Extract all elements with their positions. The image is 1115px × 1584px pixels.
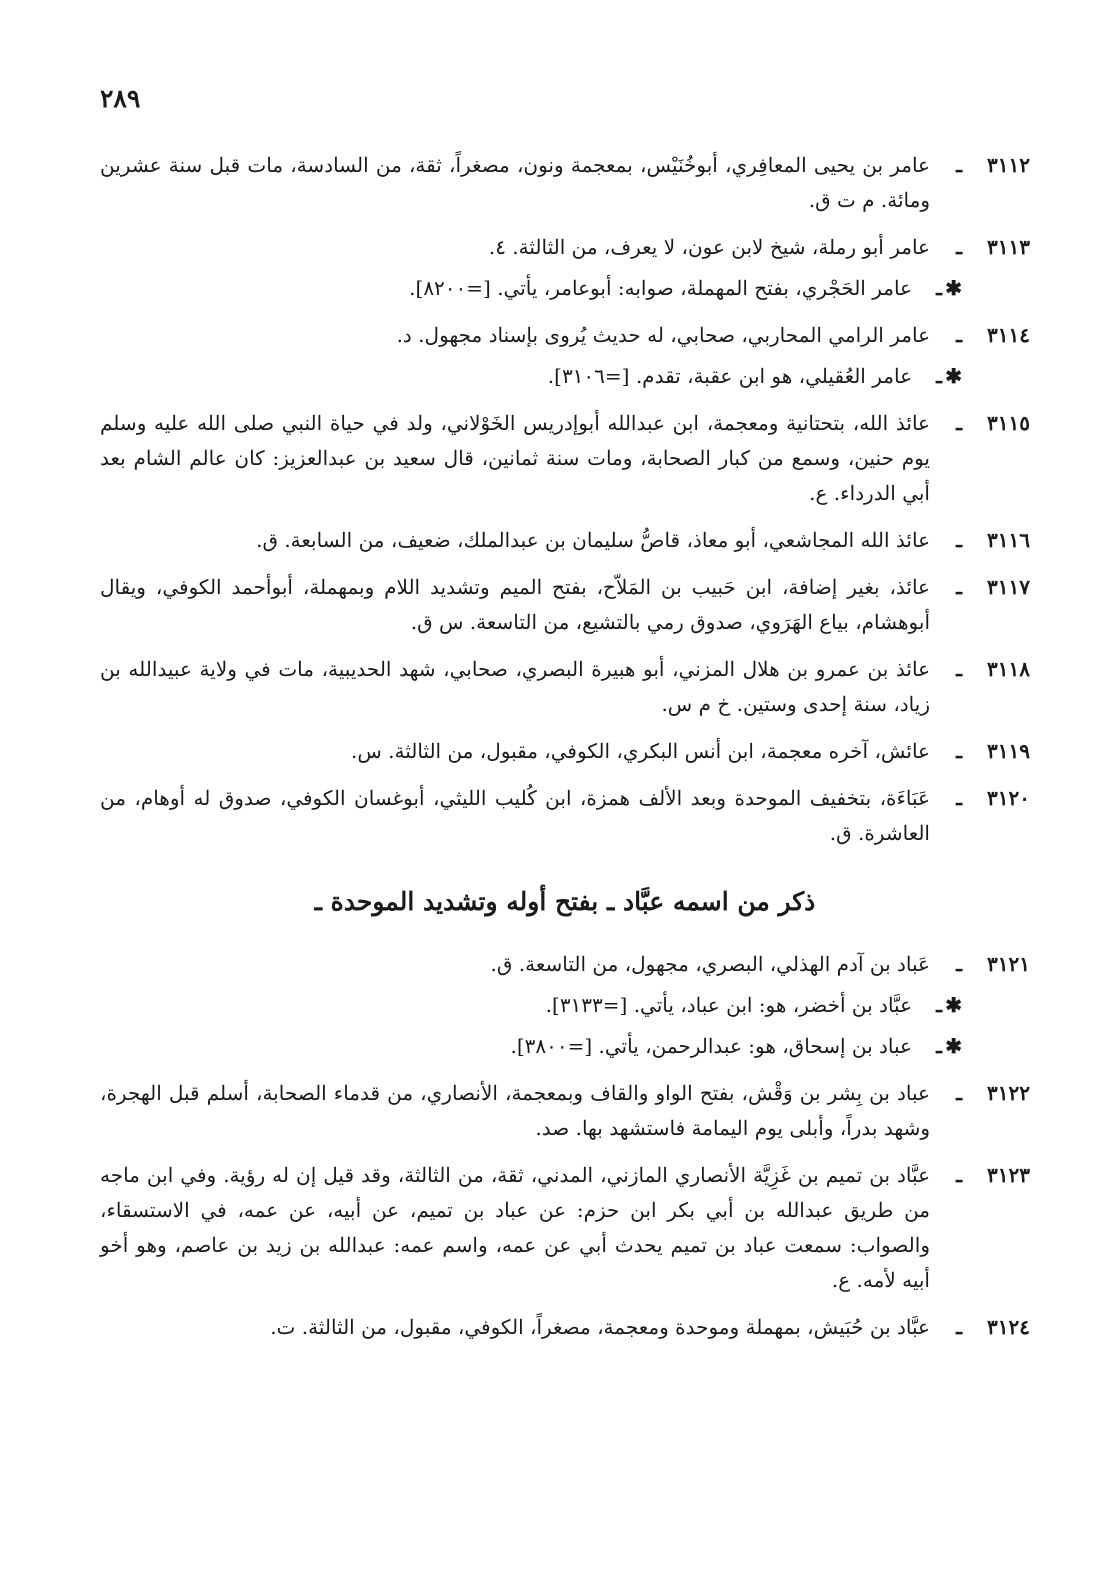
biography-entry bbox=[100, 148, 1030, 218]
entry-text: عامر الرامي المحاربي، صحابي، له حديث يُروى بإسناد مجهول. د. bbox=[396, 323, 930, 347]
biography-entry bbox=[100, 570, 1030, 640]
biography-entry bbox=[100, 781, 1030, 851]
asterisk-icon: ✱ bbox=[945, 364, 962, 388]
entry-number: ٣١١٨ bbox=[987, 657, 1030, 681]
cross-reference-entry bbox=[100, 1029, 1030, 1064]
entry-dash: ـ bbox=[936, 364, 942, 388]
section-heading: ذكر من اسمه عبَّاد ـ بفتح أوله وتشديد الموحدة ـ bbox=[314, 887, 816, 916]
entry-number: ٣١٢٢ bbox=[987, 1081, 1030, 1105]
entries-after-heading bbox=[100, 947, 1030, 1345]
biography-entry bbox=[100, 947, 1030, 982]
entry-text: عائذ الله، بتحتانية ومعجمة، ابن عبدالله أبوإدريس الخَوْلاني، ولد في حياة النبي صلى الله عليه وسلم يوم حنين، وسمع من كبار الصحابة، ومات سنة ثمانين، قال سعيد بن عبدالعزيز: كان عالم الشام بعد أبي الدرداء. ع. bbox=[100, 411, 930, 505]
biography-entry bbox=[100, 1158, 1030, 1298]
entry-dash: ـ bbox=[936, 993, 942, 1017]
entry-number: ٣١١٢ bbox=[987, 153, 1030, 177]
entry-dash: ـ bbox=[956, 1315, 962, 1339]
entry-text: عباد بن بِشر بن وَقْش، بفتح الواو والقاف وبمعجمة، الأنصاري، من قدماء الصحابة، أسلم قبل الهجرة، وشهد بدراً، وأبلى يوم اليمامة فاستشهد بها. صد. bbox=[100, 1081, 930, 1140]
entries-list bbox=[100, 148, 1030, 1357]
biography-entry bbox=[100, 1076, 1030, 1146]
asterisk-icon: ✱ bbox=[945, 1034, 962, 1058]
entry-dash: ـ bbox=[956, 411, 962, 435]
cross-reference-entry bbox=[100, 271, 1030, 306]
entry-dash: ـ bbox=[956, 657, 962, 681]
entry-number: ٣١١٣ bbox=[987, 235, 1030, 259]
entries-before-heading bbox=[100, 148, 1030, 851]
entry-dash: ـ bbox=[956, 235, 962, 259]
entry-text: عائش، آخره معجمة، ابن أنس البكري، الكوفي، مقبول، من الثالثة. س. bbox=[350, 739, 930, 763]
biography-entry bbox=[100, 1310, 1030, 1345]
biography-entry bbox=[100, 652, 1030, 722]
entry-text: عبَّاد بن أخضر، هو: ابن عباد، يأتي. [=٣١٣٣]. bbox=[545, 993, 912, 1017]
entry-text: عامر العُقيلي، هو ابن عقبة، تقدم. [=٣١٠٦]. bbox=[547, 364, 912, 388]
cross-reference-entry bbox=[100, 359, 1030, 394]
book-page bbox=[100, 0, 1030, 1584]
entry-text: عائذ، بغير إضافة، ابن حَبيب بن المَلاّح، بفتح الميم وتشديد اللام وبمهملة، أبوأحمد الكوفي، ويقال أبوهشام، بياع الهَرَوي، صدوق رمي بالتشيع، من التاسعة. س ق. bbox=[100, 575, 930, 634]
entry-text: عائذ الله المجاشعي، أبو معاذ، قاصُّ سليمان بن عبدالملك، ضعيف، من السابعة. ق. bbox=[256, 528, 930, 552]
biography-entry bbox=[100, 406, 1030, 511]
entry-text: عامر بن يحيى المعافِري، أبوخُنَيْس، بمعجمة ونون، مصغراً، ثقة، من السادسة، مات قبل سنة عشرين ومائة. م ت ق. bbox=[100, 153, 930, 212]
entry-dash: ـ bbox=[956, 153, 962, 177]
page-number: ٢٨٩ bbox=[100, 84, 141, 113]
asterisk-icon: ✱ bbox=[945, 276, 962, 300]
entry-text: عائذ بن عمرو بن هلال المزني، أبو هبيرة البصري، صحابي، شهد الحديبية، مات في ولاية عبيدالله بن زياد، سنة إحدى وستين. خ م س. bbox=[100, 657, 930, 716]
entry-text: عبَّاد بن تميم بن غَزِيَّة الأنصاري المازني، المدني، ثقة، من الثالثة، وقد قيل إن له رؤية. وفي ابن ماجه من طريق عبدالله بن أبي بكر ابن حزم: عن عباد بن تميم، عن أبيه، عن عمه، في الاستسقاء، والصواب: سمعت عباد بن تميم يحدث أبي عن عمه، واسم عمه: عبدالله بن زيد بن عاصم، وهو أخو أبيه لأمه. ع. bbox=[100, 1163, 931, 1292]
entry-dash: ـ bbox=[936, 1034, 942, 1058]
biography-entry bbox=[100, 318, 1030, 353]
entry-number: ٣١١٤ bbox=[987, 323, 1030, 347]
entry-number: ٣١٢٤ bbox=[987, 1315, 1030, 1339]
cross-reference-entry bbox=[100, 988, 1030, 1023]
entry-text: عامر أبو رملة، شيخ لابن عون، لا يعرف، من الثالثة. ٤. bbox=[488, 235, 930, 259]
biography-entry bbox=[100, 734, 1030, 769]
entry-number: ٣١١٩ bbox=[987, 739, 1030, 763]
entry-dash: ـ bbox=[936, 276, 942, 300]
entry-dash: ـ bbox=[956, 575, 962, 599]
entry-text: عامر الحَجْري، بفتح المهملة، صوابه: أبوعامر، يأتي. [=٨٢٠٠]. bbox=[409, 276, 912, 300]
entry-dash: ـ bbox=[956, 952, 962, 976]
asterisk-icon: ✱ bbox=[945, 993, 962, 1017]
entry-dash: ـ bbox=[956, 1081, 962, 1105]
entry-number: ٣١١٧ bbox=[987, 575, 1030, 599]
entry-text: عَبَاءَة، بتخفيف الموحدة وبعد الألف همزة، ابن كُليب الليثي، أبوغسان الكوفي، صدوق له أوهام، من العاشرة. ق. bbox=[100, 786, 930, 845]
entry-dash: ـ bbox=[956, 739, 962, 763]
entry-number: ٣١١٦ bbox=[987, 528, 1030, 552]
entry-number: ٣١٢١ bbox=[987, 952, 1030, 976]
entry-dash: ـ bbox=[956, 1163, 962, 1187]
entry-dash: ـ bbox=[956, 323, 962, 347]
entry-text: عَباد بن آدم الهذلي، البصري، مجهول، من التاسعة. ق. bbox=[490, 952, 930, 976]
entry-dash: ـ bbox=[956, 528, 962, 552]
biography-entry bbox=[100, 230, 1030, 265]
biography-entry bbox=[100, 523, 1030, 558]
entry-number: ٣١٢٣ bbox=[987, 1163, 1030, 1187]
entry-number: ٣١١٥ bbox=[987, 411, 1030, 435]
entry-number: ٣١٢٠ bbox=[987, 786, 1030, 810]
entry-text: عبَّاد بن حُبَيش، بمهملة وموحدة ومعجمة، مصغراً، الكوفي، مقبول، من الثالثة. ت. bbox=[270, 1315, 930, 1339]
entry-text: عباد بن إسحاق، هو: عبدالرحمن، يأتي. [=٣٨٠٠]. bbox=[510, 1034, 912, 1058]
entry-dash: ـ bbox=[956, 786, 962, 810]
